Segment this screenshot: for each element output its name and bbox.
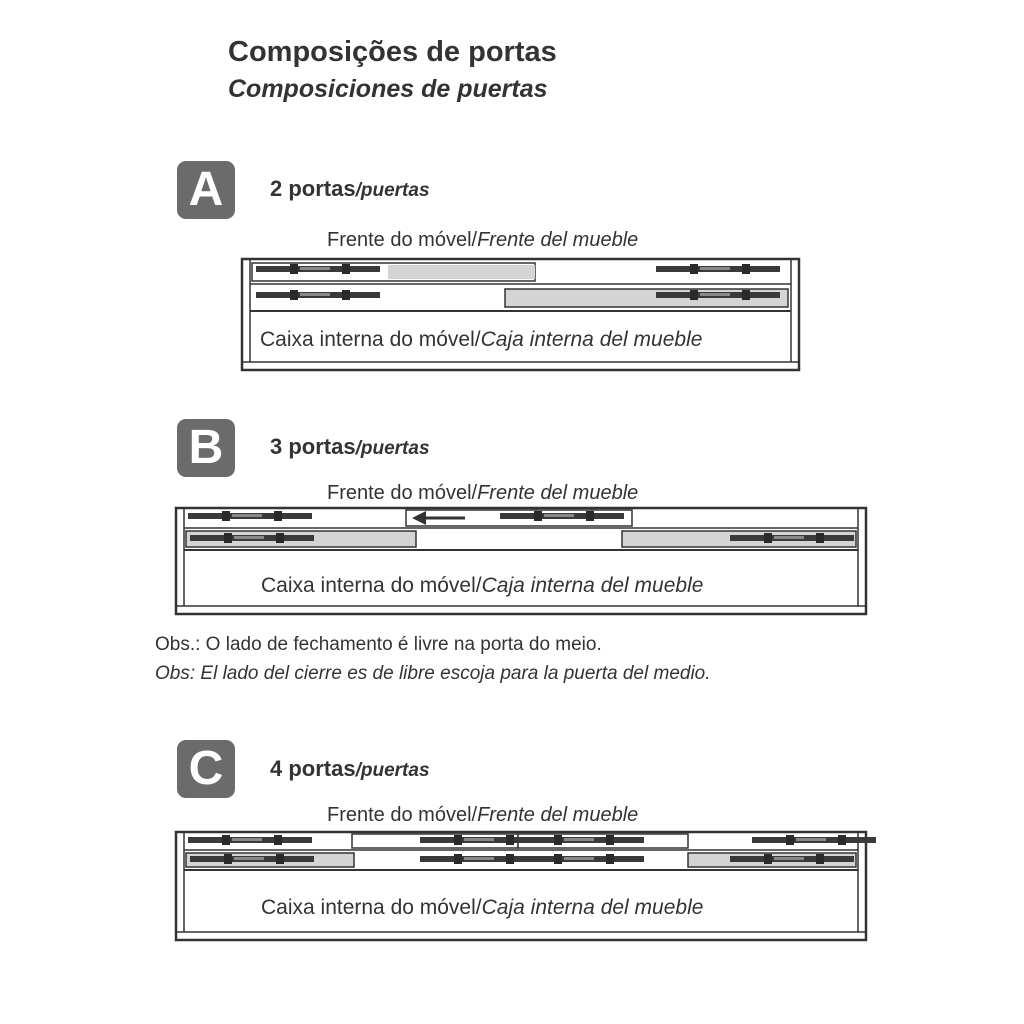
section-c-badge: C bbox=[177, 740, 235, 798]
section-b-front-pt: Frente do móvel/ bbox=[327, 482, 478, 504]
inner-label-a: Caixa interna do móvel/Caja interna del mueble bbox=[260, 328, 703, 351]
note-es: Obs: El lado del cierre es de libre escoja para la puerta del medio. bbox=[155, 663, 711, 684]
section-a-heading-es: /puertas bbox=[355, 180, 430, 201]
section-b-front-es: Frente del mueble bbox=[477, 482, 639, 504]
inner-label-b: Caixa interna do móvel/Caja interna del mueble bbox=[261, 574, 704, 597]
page-title-es: Composiciones de puertas bbox=[228, 75, 548, 103]
section-a-front-es: Frente del mueble bbox=[477, 229, 639, 251]
diagram-a bbox=[242, 259, 799, 370]
page-title-pt: Composições de portas bbox=[228, 36, 557, 68]
section-a-heading-pt: 2 portas bbox=[270, 176, 356, 201]
note-pt: Obs.: O lado de fechamento é livre na porta do meio. bbox=[155, 634, 602, 655]
section-b-heading-es: /puertas bbox=[355, 438, 430, 459]
section-a-badge: A bbox=[177, 161, 235, 219]
section-c-heading-es: /puertas bbox=[355, 760, 430, 781]
section-c-front-pt: Frente do móvel/ bbox=[327, 804, 478, 826]
diagram-b bbox=[176, 508, 866, 614]
section-c-front-es: Frente del mueble bbox=[477, 804, 639, 826]
section-b-badge: B bbox=[177, 419, 235, 477]
inner-label-c: Caixa interna do móvel/Caja interna del mueble bbox=[261, 896, 704, 919]
section-a-front-pt: Frente do móvel/ bbox=[327, 229, 478, 251]
section-c-heading-pt: 4 portas bbox=[270, 756, 356, 781]
diagram-c bbox=[176, 832, 876, 940]
section-b-heading-pt: 3 portas bbox=[270, 434, 356, 459]
